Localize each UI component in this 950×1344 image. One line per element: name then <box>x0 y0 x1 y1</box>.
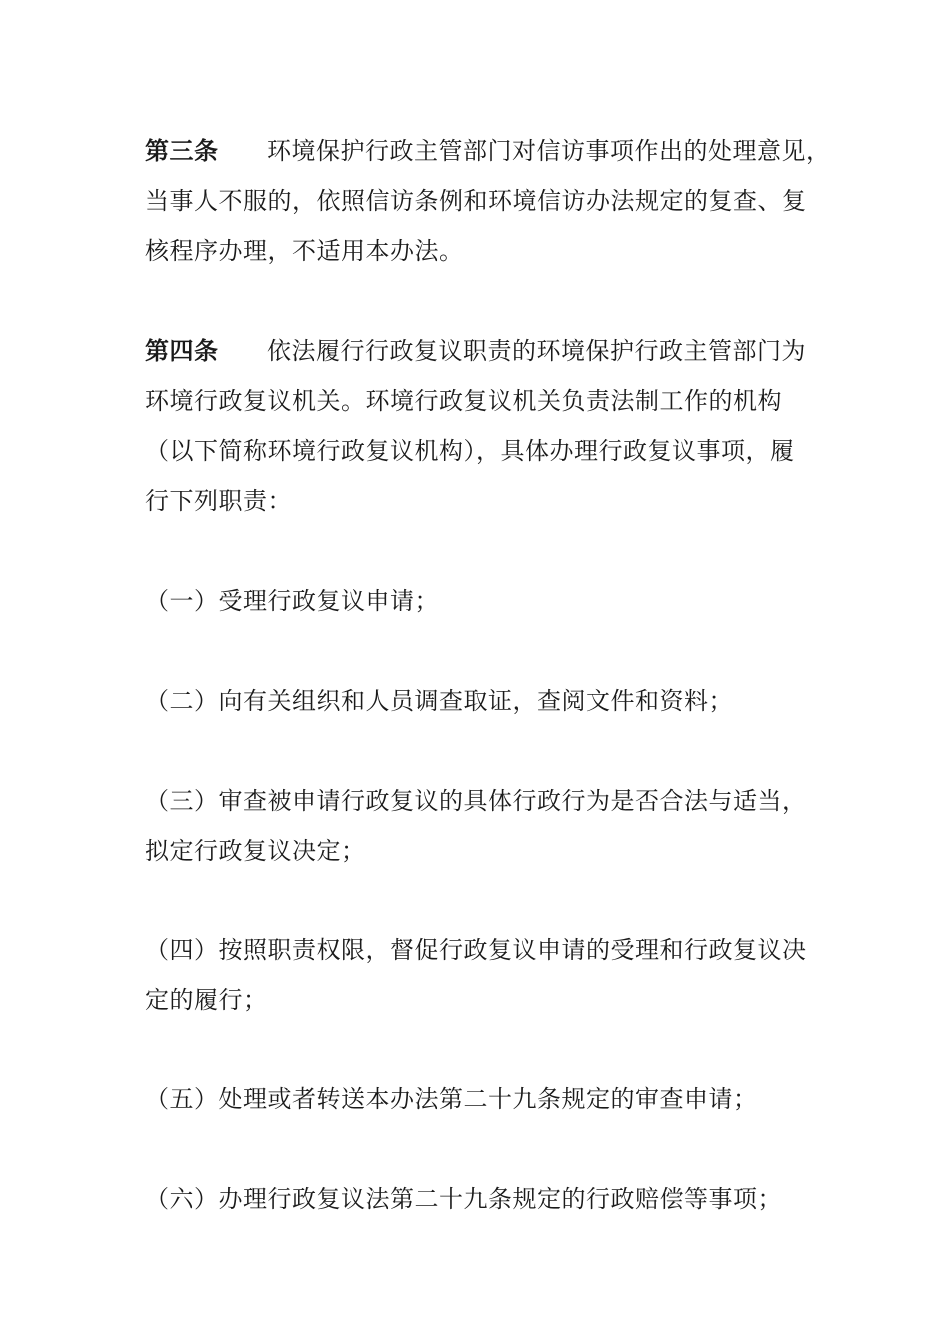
item-3-line-2: 拟定行政复议决定； <box>145 837 366 865</box>
item-5-line-1: （五）处理或者转送本办法第二十九条规定的审查申请； <box>145 1085 758 1113</box>
article-4-text: 依法履行行政复议职责的环境保护行政主管部门为 <box>267 337 806 365</box>
article-3-line-2: 当事人不服的，依照信访条例和环境信访办法规定的复查、复 <box>145 187 807 215</box>
item-6-line-1: （六）办理行政复议法第二十九条规定的行政赔偿等事项； <box>145 1185 782 1213</box>
article-4-number: 第四条 <box>145 337 219 365</box>
article-3-number: 第三条 <box>145 137 219 165</box>
item-1-line-1: （一）受理行政复议申请； <box>145 587 439 615</box>
article-4-line-3: （以下简称环境行政复议机构），具体办理行政复议事项，履 <box>145 437 795 465</box>
article-3-line-1 <box>145 136 831 166</box>
article-4-line-4: 行下列职责： <box>145 487 292 515</box>
article-3-text: 环境保护行政主管部门对信访事项作出的处理意见， <box>267 137 831 165</box>
item-2-line-1: （二）向有关组织和人员调查取证，查阅文件和资料； <box>145 687 733 715</box>
article-3-line-3: 核程序办理，不适用本办法。 <box>145 237 464 265</box>
item-4-line-2: 定的履行； <box>145 986 268 1014</box>
item-4-line-1: （四）按照职责权限，督促行政复议申请的受理和行政复议决 <box>145 936 807 964</box>
article-4-line-1 <box>145 336 806 366</box>
item-3-line-1: （三）审查被申请行政复议的具体行政行为是否合法与适当， <box>145 787 807 815</box>
article-4-line-2: 环境行政复议机关。环境行政复议机关负责法制工作的机构 <box>145 387 782 415</box>
